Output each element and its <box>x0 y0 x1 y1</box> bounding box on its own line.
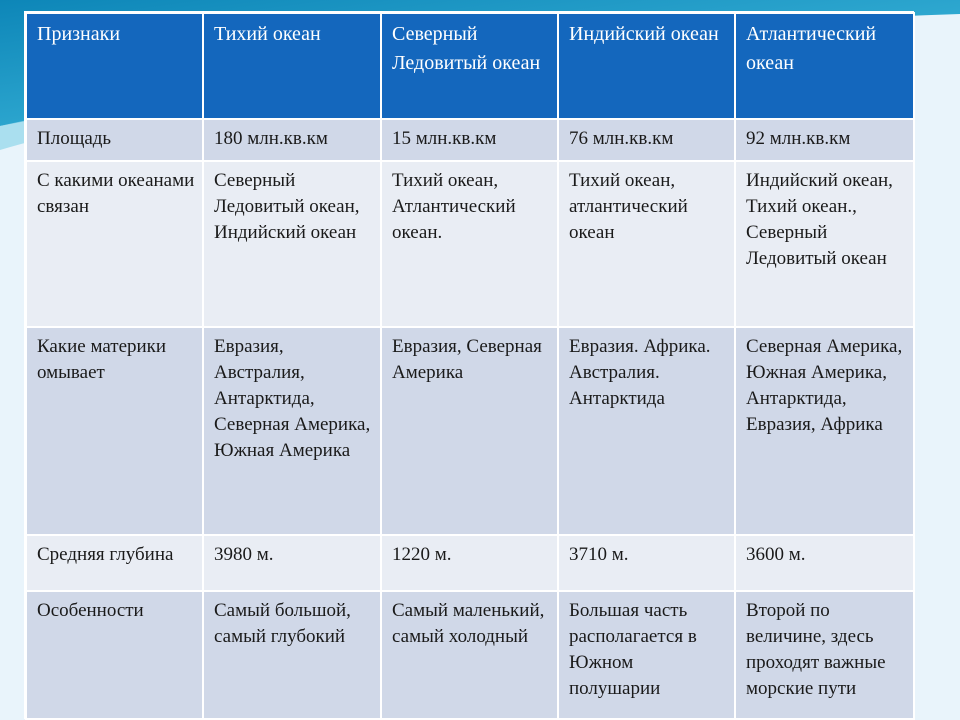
header-features: Признаки <box>26 13 203 119</box>
cell-features-arctic: Самый маленький, самый холодный <box>381 591 558 719</box>
cell-connected-pacific: Северный Ледовитый океан, Индийский океан <box>203 161 381 327</box>
cell-area-indian: 76 млн.кв.км <box>558 119 735 161</box>
cell-connected-indian: Тихий океан, атлантический океан <box>558 161 735 327</box>
cell-features-indian: Большая часть располагается в Южном полушарии <box>558 591 735 719</box>
header-indian-ocean: Индийский океан <box>558 13 735 119</box>
cell-connected-atlantic: Индийский океан, Тихий океан., Северный Ледовитый океан <box>735 161 914 327</box>
cell-area-pacific: 180 млн.кв.км <box>203 119 381 161</box>
row-label-average-depth: Средняя глубина <box>26 535 203 591</box>
table-row-connected-oceans <box>26 161 914 327</box>
row-label-connected-oceans: С какими океанами связан <box>26 161 203 327</box>
cell-features-atlantic: Второй по величине, здесь проходят важные морские пути <box>735 591 914 719</box>
row-label-features: Особенности <box>26 591 203 719</box>
cell-continents-indian: Евразия. Африка. Австралия. Антарктида <box>558 327 735 535</box>
cell-features-pacific: Самый большой, самый глубокий <box>203 591 381 719</box>
table-row-area <box>26 119 914 161</box>
header-atlantic-ocean: Атлантический океан <box>735 13 914 119</box>
cell-depth-indian: 3710 м. <box>558 535 735 591</box>
row-label-area: Площадь <box>26 119 203 161</box>
table-row-features <box>26 591 914 719</box>
cell-continents-atlantic: Северная Америка, Южная Америка, Антарктида, Евразия, Африка <box>735 327 914 535</box>
cell-area-atlantic: 92 млн.кв.км <box>735 119 914 161</box>
header-arctic-ocean: Северный Ледовитый океан <box>381 13 558 119</box>
cell-connected-arctic: Тихий океан, Атлантический океан. <box>381 161 558 327</box>
table-row-continents <box>26 327 914 535</box>
oceans-comparison-table <box>25 12 915 720</box>
cell-continents-arctic: Евразия, Северная Америка <box>381 327 558 535</box>
cell-depth-arctic: 1220 м. <box>381 535 558 591</box>
header-pacific-ocean: Тихий океан <box>203 13 381 119</box>
cell-depth-pacific: 3980 м. <box>203 535 381 591</box>
table-row-average-depth <box>26 535 914 591</box>
cell-area-arctic: 15 млн.кв.км <box>381 119 558 161</box>
cell-depth-atlantic: 3600 м. <box>735 535 914 591</box>
row-label-continents: Какие материки омывает <box>26 327 203 535</box>
cell-continents-pacific: Евразия, Австралия, Антарктида, Северная Америка, Южная Америка <box>203 327 381 535</box>
table-header-row <box>26 13 914 119</box>
